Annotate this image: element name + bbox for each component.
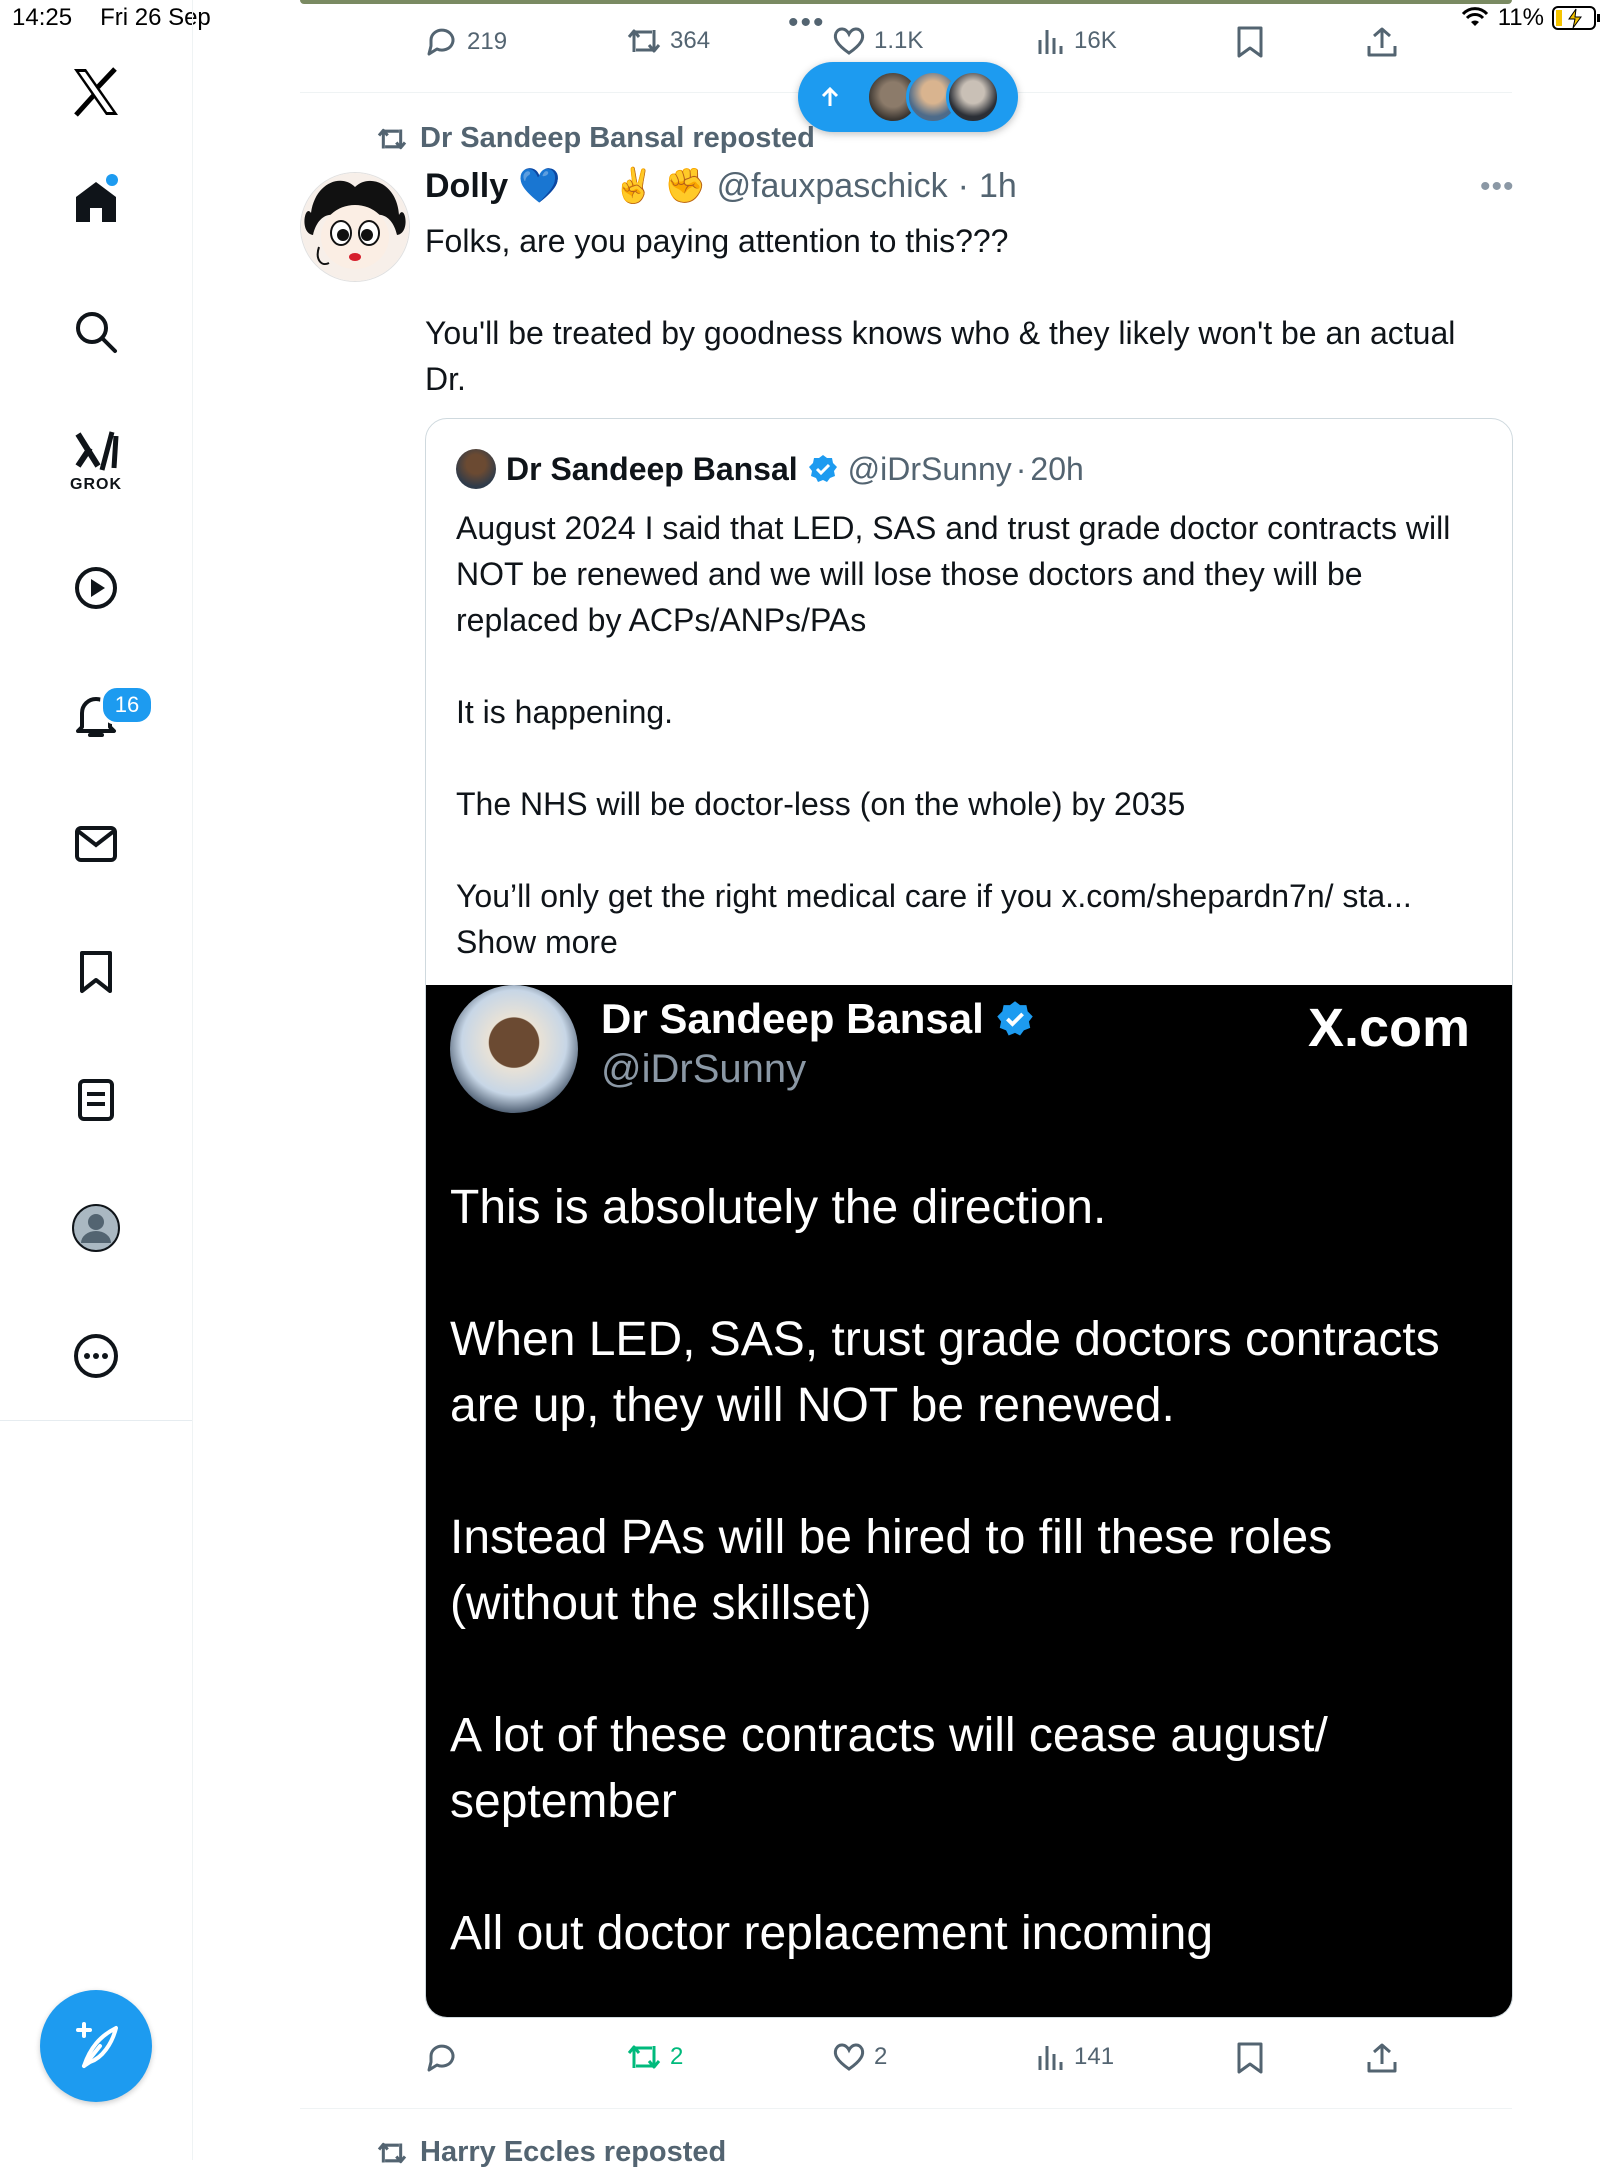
post-text-line: You'll be treated by goodness knows who & they likely won't be an actual Dr. — [425, 315, 1456, 397]
repost-context[interactable] — [376, 122, 815, 155]
show-more-link[interactable]: Show more — [456, 924, 618, 960]
bookmarks-icon[interactable] — [60, 936, 132, 1008]
post-time[interactable]: 1h — [978, 166, 1017, 205]
image-author-avatar — [450, 985, 578, 1113]
bookmark-icon — [1236, 26, 1264, 58]
wifi-icon — [1460, 6, 1490, 30]
prev-reply-count: 219 — [467, 28, 508, 55]
quoted-text-line: It is happening. — [456, 694, 674, 730]
compose-post-button[interactable] — [40, 1990, 152, 2102]
author-avatar[interactable] — [300, 172, 410, 282]
prev-like-button[interactable] — [832, 26, 923, 56]
post-more-menu-icon[interactable]: ••• — [1480, 170, 1515, 203]
image-author-name-row — [601, 995, 1034, 1043]
heart-icon — [832, 26, 866, 56]
quoted-text-line: You’ll only get the right medical care if you x.com/shepardn7n/ sta... — [456, 878, 1412, 914]
quoted-text-line: The NHS will be doctor-less (on the whole) by 2035 — [456, 786, 1186, 822]
like-button[interactable] — [832, 2042, 887, 2072]
reply-icon — [425, 26, 459, 58]
image-text-line: This is absolutely the direction. — [450, 1181, 1107, 1234]
battery-percent: 11% — [1497, 4, 1544, 31]
share-button[interactable] — [1366, 2042, 1398, 2074]
post-divider — [300, 2108, 1512, 2109]
grok-label: GROK — [70, 476, 122, 493]
author-emoji-badges: ✌️ ✊ — [612, 167, 707, 205]
quoted-text-line: August 2024 I said that LED, SAS and trust grade doctor contracts will NOT be renewed and we will lose those doctors and they will be replaced by ACPs/ANPs/PAs — [456, 510, 1451, 638]
video-play-icon[interactable] — [60, 552, 132, 624]
image-text-line: Instead PAs will be hired to fill these roles (without the skillset) — [450, 1511, 1333, 1630]
prev-views-button[interactable] — [1036, 26, 1117, 56]
repost-context-label: Dr Sandeep Bansal reposted — [420, 122, 815, 154]
repost-button[interactable] — [626, 2042, 683, 2072]
more-options-icon[interactable] — [60, 1320, 132, 1392]
heart-icon — [832, 2042, 866, 2072]
lists-icon[interactable] — [60, 1064, 132, 1136]
prev-bookmark-button[interactable] — [1236, 26, 1264, 58]
image-text-line: All out doctor replacement incoming — [450, 1907, 1214, 1960]
author-name[interactable]: Dolly — [425, 166, 509, 205]
quoted-author-avatar — [456, 449, 496, 489]
author-handle[interactable]: @fauxpaschick — [716, 166, 948, 205]
home-unread-dot — [106, 174, 118, 186]
repost-icon — [626, 2042, 662, 2072]
drag-handle-dots: ••• — [788, 6, 826, 39]
bookmark-icon — [1236, 2042, 1264, 2074]
new-post-avatar-3 — [946, 70, 1000, 124]
prev-views-count: 16K — [1074, 27, 1117, 54]
profile-avatar-icon[interactable] — [60, 1192, 132, 1264]
quoted-author-handle: @iDrSunny — [847, 450, 1012, 487]
share-icon — [1366, 26, 1398, 58]
status-bar-right — [1460, 4, 1602, 32]
new-posts-pill[interactable] — [798, 62, 1018, 132]
previous-post-media-edge — [300, 0, 1512, 4]
views-bar-chart-icon — [1036, 2042, 1066, 2072]
status-time: 14:25 — [12, 4, 73, 31]
quoted-post-header — [456, 449, 1084, 489]
handle-separator: · — [1015, 450, 1027, 487]
next-repost-label: Harry Eccles reposted — [420, 2136, 727, 2168]
sidebar-divider — [0, 1420, 192, 1421]
next-repost-context[interactable] — [376, 2136, 726, 2169]
quoted-post-image[interactable] — [426, 985, 1513, 2018]
repost-icon — [626, 26, 662, 56]
prev-repost-count: 364 — [670, 27, 711, 54]
prev-share-button[interactable] — [1366, 26, 1398, 58]
repost-count: 2 — [670, 2043, 684, 2070]
arrow-up-icon — [820, 86, 840, 108]
status-date: Fri 26 Sep — [100, 4, 211, 31]
bookmark-button[interactable] — [1236, 2042, 1264, 2074]
prev-repost-button[interactable] — [626, 26, 710, 56]
quoted-post-text — [456, 505, 1476, 965]
home-icon[interactable] — [60, 166, 132, 238]
views-count: 141 — [1074, 2043, 1115, 2070]
author-emoji-heart: 💙 — [518, 167, 561, 205]
views-button[interactable] — [1036, 2042, 1114, 2072]
image-author-handle: @iDrSunny — [601, 1047, 807, 1091]
share-icon — [1366, 2042, 1398, 2074]
search-icon[interactable] — [60, 296, 132, 368]
reply-icon — [425, 2042, 459, 2074]
quoted-author-name: Dr Sandeep Bansal — [506, 450, 798, 487]
views-bar-chart-icon — [1036, 26, 1066, 56]
prev-like-count: 1.1K — [874, 27, 924, 54]
reply-button[interactable] — [425, 2042, 467, 2074]
verified-badge-icon — [996, 1000, 1034, 1038]
post-text — [425, 218, 1485, 448]
repost-icon — [376, 126, 408, 152]
messages-envelope-icon[interactable] — [60, 808, 132, 880]
prev-reply-button[interactable] — [425, 26, 507, 58]
x-logo-icon[interactable] — [60, 56, 132, 128]
image-author-name: Dr Sandeep Bansal — [601, 995, 984, 1042]
image-body-text — [450, 1175, 1470, 2018]
image-text-line: A lot of these contracts will cease august/ september — [450, 1709, 1328, 1828]
like-count: 2 — [874, 2043, 888, 2070]
quoted-post-time: 20h — [1030, 450, 1084, 487]
image-text-line: When LED, SAS, trust grade doctors contracts are up, they will NOT be renewed. — [450, 1313, 1440, 1432]
post-author-line — [425, 166, 1017, 206]
quoted-post-card[interactable] — [425, 418, 1513, 2018]
handle-separator: · — [957, 166, 969, 205]
notifications-badge: 16 — [100, 685, 154, 725]
battery-icon — [1552, 5, 1602, 31]
repost-icon — [376, 2140, 408, 2166]
post-text-line: Folks, are you paying attention to this??? — [425, 223, 1009, 259]
image-brand-xcom: X.com — [1307, 998, 1470, 1058]
verified-badge-icon — [808, 454, 838, 484]
